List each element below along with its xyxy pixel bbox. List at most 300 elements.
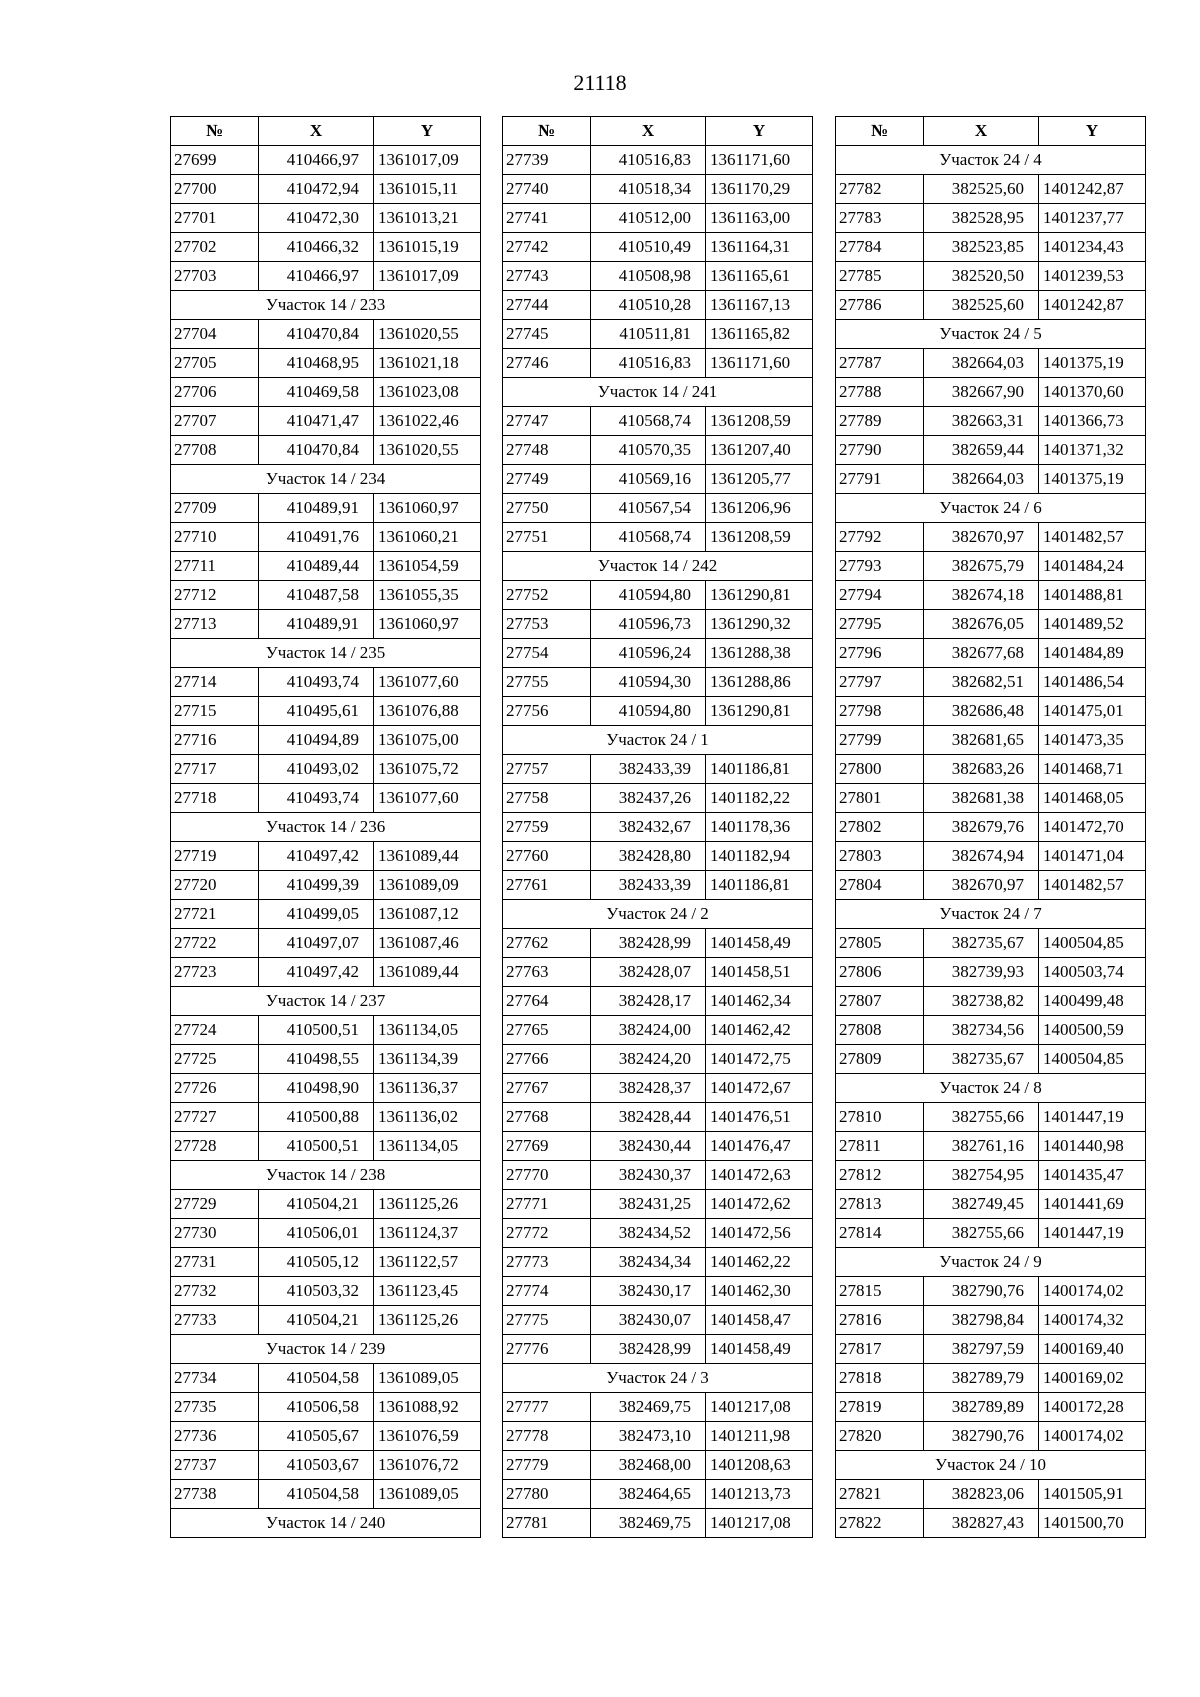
point-number-cell: 27730 xyxy=(171,1219,259,1248)
point-number-cell: 27751 xyxy=(503,523,591,552)
table-row xyxy=(836,175,1146,204)
y-coordinate-cell: 1401476,47 xyxy=(706,1132,813,1161)
y-coordinate-cell: 1361017,09 xyxy=(374,262,481,291)
y-coordinate-cell: 1361089,44 xyxy=(374,842,481,871)
table-row xyxy=(171,175,481,204)
table-row xyxy=(503,291,813,320)
y-coordinate-cell: 1361015,19 xyxy=(374,233,481,262)
point-number-cell: 27757 xyxy=(503,755,591,784)
x-coordinate-cell: 410499,39 xyxy=(259,871,374,900)
point-number-cell: 27781 xyxy=(503,1509,591,1538)
y-coordinate-cell: 1361089,05 xyxy=(374,1480,481,1509)
x-coordinate-cell: 410594,80 xyxy=(591,697,706,726)
point-number-cell: 27787 xyxy=(836,349,924,378)
table-row xyxy=(171,146,481,175)
x-coordinate-cell: 382739,93 xyxy=(924,958,1039,987)
table-row xyxy=(171,1306,481,1335)
header-number: № xyxy=(836,117,924,146)
point-number-cell: 27817 xyxy=(836,1335,924,1364)
point-number-cell: 27808 xyxy=(836,1016,924,1045)
y-coordinate-cell: 1401500,70 xyxy=(1039,1509,1146,1538)
table-row xyxy=(171,233,481,262)
x-coordinate-cell: 382663,31 xyxy=(924,407,1039,436)
table-row xyxy=(503,784,813,813)
x-coordinate-cell: 382424,20 xyxy=(591,1045,706,1074)
x-coordinate-cell: 410468,95 xyxy=(259,349,374,378)
point-number-cell: 27763 xyxy=(503,958,591,987)
x-coordinate-cell: 410510,28 xyxy=(591,291,706,320)
table-row xyxy=(171,262,481,291)
y-coordinate-cell: 1361060,97 xyxy=(374,610,481,639)
y-coordinate-cell: 1361288,86 xyxy=(706,668,813,697)
table-row xyxy=(171,1074,481,1103)
x-coordinate-cell: 382428,37 xyxy=(591,1074,706,1103)
point-number-cell: 27747 xyxy=(503,407,591,436)
y-coordinate-cell: 1401211,98 xyxy=(706,1422,813,1451)
table-row xyxy=(503,407,813,436)
table-row xyxy=(503,987,813,1016)
y-coordinate-cell: 1361089,09 xyxy=(374,871,481,900)
table-header-row xyxy=(503,117,813,146)
y-coordinate-cell: 1401482,57 xyxy=(1039,871,1146,900)
point-number-cell: 27739 xyxy=(503,146,591,175)
point-number-cell: 27702 xyxy=(171,233,259,262)
x-coordinate-cell: 410491,76 xyxy=(259,523,374,552)
table-row xyxy=(503,581,813,610)
table-row xyxy=(503,1422,813,1451)
point-number-cell: 27793 xyxy=(836,552,924,581)
y-coordinate-cell: 1401489,52 xyxy=(1039,610,1146,639)
y-coordinate-cell: 1361088,92 xyxy=(374,1393,481,1422)
x-coordinate-cell: 382520,50 xyxy=(924,262,1039,291)
point-number-cell: 27819 xyxy=(836,1393,924,1422)
table-row xyxy=(171,1393,481,1422)
header-x: X xyxy=(259,117,374,146)
section-row xyxy=(171,1509,481,1538)
table-row xyxy=(836,1422,1146,1451)
table-row xyxy=(836,813,1146,842)
y-coordinate-cell: 1401462,34 xyxy=(706,987,813,1016)
point-number-cell: 27723 xyxy=(171,958,259,987)
x-coordinate-cell: 382735,67 xyxy=(924,929,1039,958)
point-number-cell: 27725 xyxy=(171,1045,259,1074)
table-row xyxy=(171,842,481,871)
x-coordinate-cell: 382681,65 xyxy=(924,726,1039,755)
table-row xyxy=(503,1219,813,1248)
table-row xyxy=(503,1480,813,1509)
y-coordinate-cell: 1361075,72 xyxy=(374,755,481,784)
point-number-cell: 27769 xyxy=(503,1132,591,1161)
point-number-cell: 27748 xyxy=(503,436,591,465)
section-row xyxy=(503,1364,813,1393)
point-number-cell: 27733 xyxy=(171,1306,259,1335)
section-row xyxy=(171,639,481,668)
y-coordinate-cell: 1361165,61 xyxy=(706,262,813,291)
y-coordinate-cell: 1400174,32 xyxy=(1039,1306,1146,1335)
x-coordinate-cell: 382428,99 xyxy=(591,929,706,958)
y-coordinate-cell: 1401482,57 xyxy=(1039,523,1146,552)
x-coordinate-cell: 382679,76 xyxy=(924,813,1039,842)
y-coordinate-cell: 1401217,08 xyxy=(706,1509,813,1538)
point-number-cell: 27722 xyxy=(171,929,259,958)
point-number-cell: 27762 xyxy=(503,929,591,958)
x-coordinate-cell: 410504,58 xyxy=(259,1480,374,1509)
table-row xyxy=(836,1045,1146,1074)
point-number-cell: 27767 xyxy=(503,1074,591,1103)
x-coordinate-cell: 382428,44 xyxy=(591,1103,706,1132)
section-title: Участок 24 / 8 xyxy=(836,1074,1146,1103)
x-coordinate-cell: 410489,91 xyxy=(259,494,374,523)
x-coordinate-cell: 410487,58 xyxy=(259,581,374,610)
y-coordinate-cell: 1401182,22 xyxy=(706,784,813,813)
point-number-cell: 27731 xyxy=(171,1248,259,1277)
point-number-cell: 27771 xyxy=(503,1190,591,1219)
point-number-cell: 27770 xyxy=(503,1161,591,1190)
point-number-cell: 27726 xyxy=(171,1074,259,1103)
table-row xyxy=(503,1190,813,1219)
x-coordinate-cell: 382789,89 xyxy=(924,1393,1039,1422)
table-row xyxy=(836,378,1146,407)
point-number-cell: 27804 xyxy=(836,871,924,900)
point-number-cell: 27783 xyxy=(836,204,924,233)
table-row xyxy=(836,610,1146,639)
y-coordinate-cell: 1401472,67 xyxy=(706,1074,813,1103)
x-coordinate-cell: 410518,34 xyxy=(591,175,706,204)
x-coordinate-cell: 382433,39 xyxy=(591,755,706,784)
section-row xyxy=(836,146,1146,175)
x-coordinate-cell: 382683,26 xyxy=(924,755,1039,784)
table-row xyxy=(171,378,481,407)
x-coordinate-cell: 382797,59 xyxy=(924,1335,1039,1364)
y-coordinate-cell: 1401239,53 xyxy=(1039,262,1146,291)
y-coordinate-cell: 1400500,59 xyxy=(1039,1016,1146,1045)
y-coordinate-cell: 1400504,85 xyxy=(1039,1045,1146,1074)
y-coordinate-cell: 1401471,04 xyxy=(1039,842,1146,871)
table-row xyxy=(836,668,1146,697)
point-number-cell: 27780 xyxy=(503,1480,591,1509)
y-coordinate-cell: 1401468,05 xyxy=(1039,784,1146,813)
table-row xyxy=(503,958,813,987)
section-title: Участок 14 / 233 xyxy=(171,291,481,320)
table-row xyxy=(171,1422,481,1451)
section-row xyxy=(503,378,813,407)
table-row xyxy=(836,349,1146,378)
section-title: Участок 24 / 3 xyxy=(503,1364,813,1393)
table-row xyxy=(836,958,1146,987)
section-title: Участок 24 / 5 xyxy=(836,320,1146,349)
y-coordinate-cell: 1361013,21 xyxy=(374,204,481,233)
table-row xyxy=(171,1103,481,1132)
point-number-cell: 27779 xyxy=(503,1451,591,1480)
x-coordinate-cell: 410505,67 xyxy=(259,1422,374,1451)
x-coordinate-cell: 382437,26 xyxy=(591,784,706,813)
point-number-cell: 27803 xyxy=(836,842,924,871)
y-coordinate-cell: 1361122,57 xyxy=(374,1248,481,1277)
table-row xyxy=(836,842,1146,871)
y-coordinate-cell: 1401462,42 xyxy=(706,1016,813,1045)
point-number-cell: 27703 xyxy=(171,262,259,291)
y-coordinate-cell: 1401217,08 xyxy=(706,1393,813,1422)
point-number-cell: 27753 xyxy=(503,610,591,639)
table-row xyxy=(836,407,1146,436)
table-row xyxy=(503,1509,813,1538)
y-coordinate-cell: 1361076,88 xyxy=(374,697,481,726)
x-coordinate-cell: 410506,01 xyxy=(259,1219,374,1248)
x-coordinate-cell: 382789,79 xyxy=(924,1364,1039,1393)
point-number-cell: 27809 xyxy=(836,1045,924,1074)
point-number-cell: 27797 xyxy=(836,668,924,697)
y-coordinate-cell: 1401375,19 xyxy=(1039,465,1146,494)
point-number-cell: 27798 xyxy=(836,697,924,726)
y-coordinate-cell: 1361208,59 xyxy=(706,523,813,552)
y-coordinate-cell: 1361136,02 xyxy=(374,1103,481,1132)
point-number-cell: 27784 xyxy=(836,233,924,262)
point-number-cell: 27707 xyxy=(171,407,259,436)
header-x: X xyxy=(924,117,1039,146)
y-coordinate-cell: 1361205,77 xyxy=(706,465,813,494)
y-coordinate-cell: 1401435,47 xyxy=(1039,1161,1146,1190)
point-number-cell: 27712 xyxy=(171,581,259,610)
y-coordinate-cell: 1401486,54 xyxy=(1039,668,1146,697)
x-coordinate-cell: 410500,51 xyxy=(259,1132,374,1161)
x-coordinate-cell: 382528,95 xyxy=(924,204,1039,233)
x-coordinate-cell: 410497,42 xyxy=(259,958,374,987)
section-title: Участок 14 / 239 xyxy=(171,1335,481,1364)
point-number-cell: 27754 xyxy=(503,639,591,668)
y-coordinate-cell: 1361060,97 xyxy=(374,494,481,523)
section-row xyxy=(836,494,1146,523)
point-number-cell: 27818 xyxy=(836,1364,924,1393)
point-number-cell: 27708 xyxy=(171,436,259,465)
x-coordinate-cell: 410500,88 xyxy=(259,1103,374,1132)
table-row xyxy=(503,1016,813,1045)
point-number-cell: 27750 xyxy=(503,494,591,523)
x-coordinate-cell: 410466,97 xyxy=(259,262,374,291)
y-coordinate-cell: 1361077,60 xyxy=(374,668,481,697)
x-coordinate-cell: 382755,66 xyxy=(924,1103,1039,1132)
x-coordinate-cell: 382827,43 xyxy=(924,1509,1039,1538)
table-row xyxy=(836,726,1146,755)
section-title: Участок 14 / 236 xyxy=(171,813,481,842)
point-number-cell: 27788 xyxy=(836,378,924,407)
table-row xyxy=(503,871,813,900)
table-row xyxy=(503,1045,813,1074)
x-coordinate-cell: 382676,05 xyxy=(924,610,1039,639)
point-number-cell: 27816 xyxy=(836,1306,924,1335)
y-coordinate-cell: 1361171,60 xyxy=(706,146,813,175)
table-row xyxy=(171,726,481,755)
point-number-cell: 27711 xyxy=(171,552,259,581)
section-title: Участок 24 / 6 xyxy=(836,494,1146,523)
point-number-cell: 27743 xyxy=(503,262,591,291)
y-coordinate-cell: 1361022,46 xyxy=(374,407,481,436)
y-coordinate-cell: 1401186,81 xyxy=(706,871,813,900)
y-coordinate-cell: 1361087,12 xyxy=(374,900,481,929)
point-number-cell: 27699 xyxy=(171,146,259,175)
y-coordinate-cell: 1400499,48 xyxy=(1039,987,1146,1016)
table-row xyxy=(836,1161,1146,1190)
point-number-cell: 27752 xyxy=(503,581,591,610)
x-coordinate-cell: 382428,99 xyxy=(591,1335,706,1364)
point-number-cell: 27742 xyxy=(503,233,591,262)
point-number-cell: 27764 xyxy=(503,987,591,1016)
point-number-cell: 27724 xyxy=(171,1016,259,1045)
x-coordinate-cell: 382738,82 xyxy=(924,987,1039,1016)
section-row xyxy=(836,1248,1146,1277)
point-number-cell: 27745 xyxy=(503,320,591,349)
section-title: Участок 24 / 9 xyxy=(836,1248,1146,1277)
table-row xyxy=(503,494,813,523)
point-number-cell: 27715 xyxy=(171,697,259,726)
x-coordinate-cell: 410512,00 xyxy=(591,204,706,233)
x-coordinate-cell: 382675,79 xyxy=(924,552,1039,581)
table-row xyxy=(503,465,813,494)
x-coordinate-cell: 382430,37 xyxy=(591,1161,706,1190)
y-coordinate-cell: 1401242,87 xyxy=(1039,291,1146,320)
y-coordinate-cell: 1401462,22 xyxy=(706,1248,813,1277)
table-row xyxy=(836,291,1146,320)
table-row xyxy=(503,175,813,204)
table-row xyxy=(836,639,1146,668)
table-row xyxy=(171,1248,481,1277)
point-number-cell: 27795 xyxy=(836,610,924,639)
point-number-cell: 27758 xyxy=(503,784,591,813)
x-coordinate-cell: 410470,84 xyxy=(259,320,374,349)
section-title: Участок 24 / 4 xyxy=(836,146,1146,175)
y-coordinate-cell: 1361290,81 xyxy=(706,697,813,726)
header-number: № xyxy=(171,117,259,146)
x-coordinate-cell: 410568,74 xyxy=(591,407,706,436)
section-title: Участок 14 / 242 xyxy=(503,552,813,581)
x-coordinate-cell: 382525,60 xyxy=(924,175,1039,204)
x-coordinate-cell: 410494,89 xyxy=(259,726,374,755)
point-number-cell: 27813 xyxy=(836,1190,924,1219)
y-coordinate-cell: 1361170,29 xyxy=(706,175,813,204)
x-coordinate-cell: 382468,00 xyxy=(591,1451,706,1480)
y-coordinate-cell: 1361165,82 xyxy=(706,320,813,349)
x-coordinate-cell: 382469,75 xyxy=(591,1393,706,1422)
table-row xyxy=(836,262,1146,291)
y-coordinate-cell: 1401472,75 xyxy=(706,1045,813,1074)
x-coordinate-cell: 382431,25 xyxy=(591,1190,706,1219)
point-number-cell: 27729 xyxy=(171,1190,259,1219)
table-row xyxy=(836,465,1146,494)
x-coordinate-cell: 410570,35 xyxy=(591,436,706,465)
y-coordinate-cell: 1400174,02 xyxy=(1039,1422,1146,1451)
x-coordinate-cell: 410516,83 xyxy=(591,349,706,378)
table-row xyxy=(171,958,481,987)
y-coordinate-cell: 1361290,81 xyxy=(706,581,813,610)
point-number-cell: 27744 xyxy=(503,291,591,320)
y-coordinate-cell: 1361021,18 xyxy=(374,349,481,378)
table-row xyxy=(503,1393,813,1422)
x-coordinate-cell: 382434,34 xyxy=(591,1248,706,1277)
x-coordinate-cell: 382790,76 xyxy=(924,1422,1039,1451)
x-coordinate-cell: 382754,95 xyxy=(924,1161,1039,1190)
section-row xyxy=(503,726,813,755)
y-coordinate-cell: 1401441,69 xyxy=(1039,1190,1146,1219)
x-coordinate-cell: 410489,44 xyxy=(259,552,374,581)
point-number-cell: 27701 xyxy=(171,204,259,233)
point-number-cell: 27799 xyxy=(836,726,924,755)
y-coordinate-cell: 1401472,63 xyxy=(706,1161,813,1190)
x-coordinate-cell: 382761,16 xyxy=(924,1132,1039,1161)
point-number-cell: 27740 xyxy=(503,175,591,204)
point-number-cell: 27727 xyxy=(171,1103,259,1132)
table-row xyxy=(836,1335,1146,1364)
x-coordinate-cell: 382749,45 xyxy=(924,1190,1039,1219)
y-coordinate-cell: 1401458,47 xyxy=(706,1306,813,1335)
y-coordinate-cell: 1400174,02 xyxy=(1039,1277,1146,1306)
y-coordinate-cell: 1361171,60 xyxy=(706,349,813,378)
y-coordinate-cell: 1361089,05 xyxy=(374,1364,481,1393)
section-row xyxy=(503,552,813,581)
point-number-cell: 27728 xyxy=(171,1132,259,1161)
y-coordinate-cell: 1401234,43 xyxy=(1039,233,1146,262)
y-coordinate-cell: 1401458,51 xyxy=(706,958,813,987)
table-row xyxy=(503,233,813,262)
table-row xyxy=(836,1190,1146,1219)
point-number-cell: 27820 xyxy=(836,1422,924,1451)
table-row xyxy=(171,1132,481,1161)
table-row xyxy=(171,1016,481,1045)
x-coordinate-cell: 382525,60 xyxy=(924,291,1039,320)
y-coordinate-cell: 1361076,59 xyxy=(374,1422,481,1451)
x-coordinate-cell: 410493,74 xyxy=(259,784,374,813)
y-coordinate-cell: 1401472,62 xyxy=(706,1190,813,1219)
x-coordinate-cell: 410596,73 xyxy=(591,610,706,639)
table-row xyxy=(836,1277,1146,1306)
section-row xyxy=(836,1074,1146,1103)
table-row xyxy=(503,436,813,465)
y-coordinate-cell: 1401440,98 xyxy=(1039,1132,1146,1161)
x-coordinate-cell: 410504,58 xyxy=(259,1364,374,1393)
point-number-cell: 27720 xyxy=(171,871,259,900)
table-row xyxy=(503,755,813,784)
table-row xyxy=(836,929,1146,958)
x-coordinate-cell: 382686,48 xyxy=(924,697,1039,726)
y-coordinate-cell: 1401476,51 xyxy=(706,1103,813,1132)
x-coordinate-cell: 410567,54 xyxy=(591,494,706,523)
y-coordinate-cell: 1361208,59 xyxy=(706,407,813,436)
point-number-cell: 27802 xyxy=(836,813,924,842)
x-coordinate-cell: 410469,58 xyxy=(259,378,374,407)
x-coordinate-cell: 382674,18 xyxy=(924,581,1039,610)
x-coordinate-cell: 410500,51 xyxy=(259,1016,374,1045)
header-x: X xyxy=(591,117,706,146)
point-number-cell: 27716 xyxy=(171,726,259,755)
table-row xyxy=(171,552,481,581)
table-row xyxy=(171,523,481,552)
table-row xyxy=(836,233,1146,262)
x-coordinate-cell: 410569,16 xyxy=(591,465,706,494)
y-coordinate-cell: 1361123,45 xyxy=(374,1277,481,1306)
y-coordinate-cell: 1361125,26 xyxy=(374,1306,481,1335)
section-title: Участок 24 / 10 xyxy=(836,1451,1146,1480)
point-number-cell: 27786 xyxy=(836,291,924,320)
table-row xyxy=(503,610,813,639)
y-coordinate-cell: 1361207,40 xyxy=(706,436,813,465)
table-row xyxy=(171,1277,481,1306)
y-coordinate-cell: 1361020,55 xyxy=(374,320,481,349)
table-row xyxy=(171,581,481,610)
header-number: № xyxy=(503,117,591,146)
y-coordinate-cell: 1361163,00 xyxy=(706,204,813,233)
x-coordinate-cell: 382790,76 xyxy=(924,1277,1039,1306)
header-y: Y xyxy=(706,117,813,146)
y-coordinate-cell: 1361288,38 xyxy=(706,639,813,668)
section-row xyxy=(171,987,481,1016)
